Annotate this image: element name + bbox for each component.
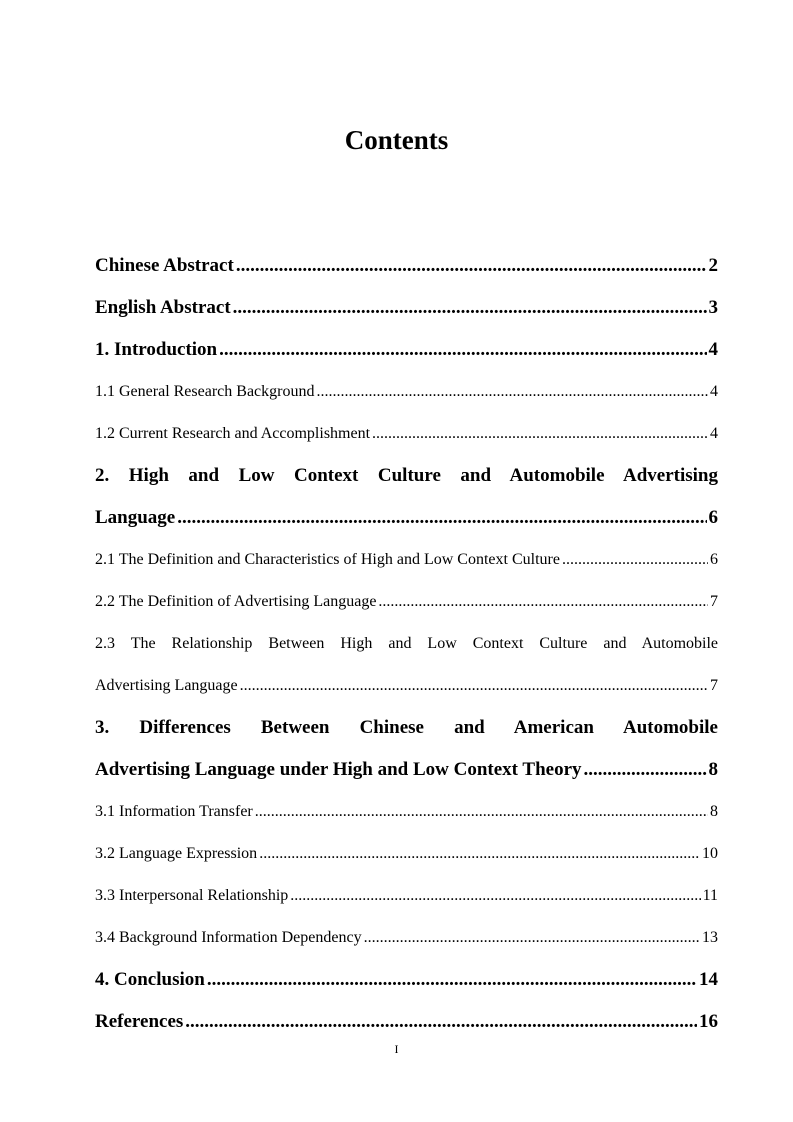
toc-entry-english-abstract[interactable] [95,287,718,329]
dot-leader [378,593,708,611]
toc-entry-references[interactable] [95,1001,718,1043]
toc-entry-label: Language [95,507,176,528]
dot-leader [316,383,708,401]
toc-entry-label: Chinese Abstract [95,255,234,276]
dot-leader [177,507,706,529]
dot-leader [240,677,708,695]
toc-entry-page: 16 [699,1011,718,1032]
toc-entry-label: 3.2 Language Expression [95,845,258,862]
toc-entry-label: 3.1 Information Transfer [95,803,253,820]
toc-entry-label: 1.2 Current Research and Accomplishment [95,425,371,442]
toc-entry-chapter-3-line1[interactable] [95,707,718,749]
toc-entry-label: 1. Introduction [95,339,218,360]
table-of-contents [95,245,718,1043]
toc-entry-page: 8 [710,803,718,820]
toc-entry-page: 7 [710,593,718,610]
toc-entry-page: 4 [708,339,718,360]
toc-entry-page: 13 [702,929,718,946]
toc-entry-label: 3.3 Interpersonal Relationship [95,887,289,904]
dot-leader [236,255,707,277]
toc-entry-2-1[interactable] [95,539,718,581]
dot-leader [259,845,700,863]
toc-entry-1-2[interactable] [95,413,718,455]
dot-leader [290,887,700,905]
toc-entry-page: 4 [710,425,718,442]
dot-leader [219,339,706,361]
toc-entry-label: 2.3 The Relationship Between High and Low Context Culture and Automobile [95,635,718,652]
dot-leader [255,803,708,821]
page-number: I [394,1042,399,1056]
toc-entry-page: 10 [702,845,718,862]
toc-entry-label: 2.1 The Definition and Characteristics of High and Low Context Culture [95,551,560,568]
toc-entry-page: 8 [708,759,718,780]
toc-entry-1-1[interactable] [95,371,718,413]
toc-entry-3-4[interactable] [95,917,718,959]
toc-entry-label: English Abstract [95,297,231,318]
toc-entry-chapter-2-line2[interactable] [95,497,718,539]
toc-entry-3-2[interactable] [95,833,718,875]
toc-entry-chinese-abstract[interactable] [95,245,718,287]
toc-entry-2-3-line1[interactable] [95,623,718,665]
toc-entry-2-2[interactable] [95,581,718,623]
toc-entry-label: 1.1 General Research Background [95,383,315,400]
toc-entry-label: 2.2 The Definition of Advertising Language [95,593,377,610]
toc-entry-introduction[interactable] [95,329,718,371]
toc-entry-2-3-line2[interactable] [95,665,718,707]
toc-entry-page: 11 [702,887,718,904]
toc-entry-label: 3.4 Background Information Dependency [95,929,362,946]
dot-leader [233,297,707,319]
toc-entry-label: References [95,1011,184,1032]
toc-entry-page: 7 [710,677,718,694]
toc-entry-page: 3 [708,297,718,318]
dot-leader [584,759,707,781]
toc-entry-chapter-2-line1[interactable] [95,455,718,497]
toc-entry-3-1[interactable] [95,791,718,833]
toc-entry-page: 14 [699,969,718,990]
dot-leader [207,969,697,991]
toc-entry-page: 2 [708,255,718,276]
toc-entry-page: 6 [708,507,718,528]
toc-entry-label: Advertising Language under High and Low Context Theory [95,759,582,780]
dot-leader [372,425,708,443]
dot-leader [185,1011,697,1033]
dot-leader [364,929,700,947]
dot-leader [562,551,708,569]
toc-entry-label: Advertising Language [95,677,238,694]
page-title: Contents [344,125,449,155]
toc-entry-chapter-3-line2[interactable] [95,749,718,791]
toc-entry-label: 4. Conclusion [95,969,205,990]
toc-entry-label: 3. Differences Between Chinese and American Automobile [95,717,718,738]
toc-entry-label: 2. High and Low Context Culture and Automobile Advertising [95,465,718,486]
toc-entry-page: 6 [710,551,718,568]
toc-entry-page: 4 [710,383,718,400]
toc-entry-3-3[interactable] [95,875,718,917]
toc-entry-conclusion[interactable] [95,959,718,1001]
